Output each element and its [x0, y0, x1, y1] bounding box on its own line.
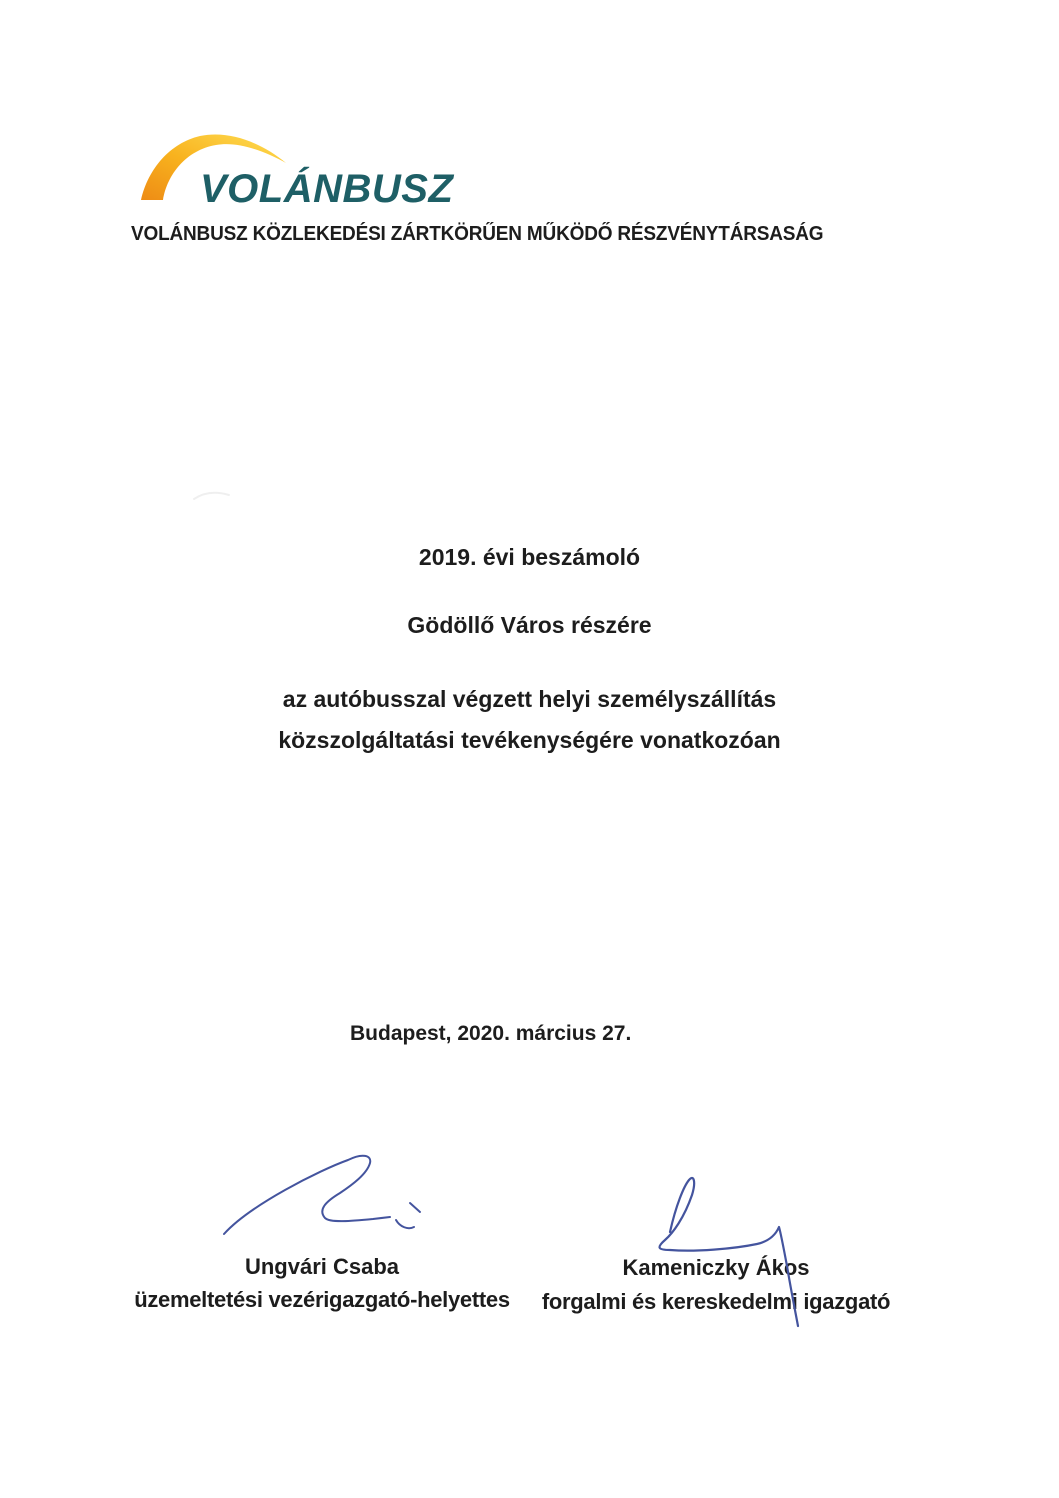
scan-artifact — [193, 488, 233, 502]
signature-left-ink — [205, 1145, 430, 1245]
signatory-right-title: forgalmi és kereskedelmi igazgató — [541, 1289, 891, 1314]
report-title-city: Gödöllő Város részére — [407, 612, 652, 638]
company-name: VOLÁNBUSZ KÖZLEKEDÉSI ZÁRTKÖRŰEN MŰKÖDŐ RÉSZVÉNYTÁRSASÁG — [131, 223, 824, 245]
report-title-year: 2019. évi beszámoló — [418, 544, 641, 570]
signatory-right-name: Kameniczky Ákos — [622, 1255, 810, 1280]
signatory-left-title: üzemeltetési vezérigazgató-helyettes — [134, 1287, 510, 1312]
logo-brand-text: VOLÁNBUSZ — [200, 167, 454, 211]
date-line: Budapest, 2020. március 27. — [350, 1022, 632, 1045]
report-subtitle-line1: az autóbusszal végzett helyi személyszállítás — [282, 686, 777, 712]
report-subtitle-line2: közszolgáltatási tevékenységére vonatkozóan — [278, 727, 781, 753]
signatory-left-name: Ungvári Csaba — [244, 1254, 400, 1279]
